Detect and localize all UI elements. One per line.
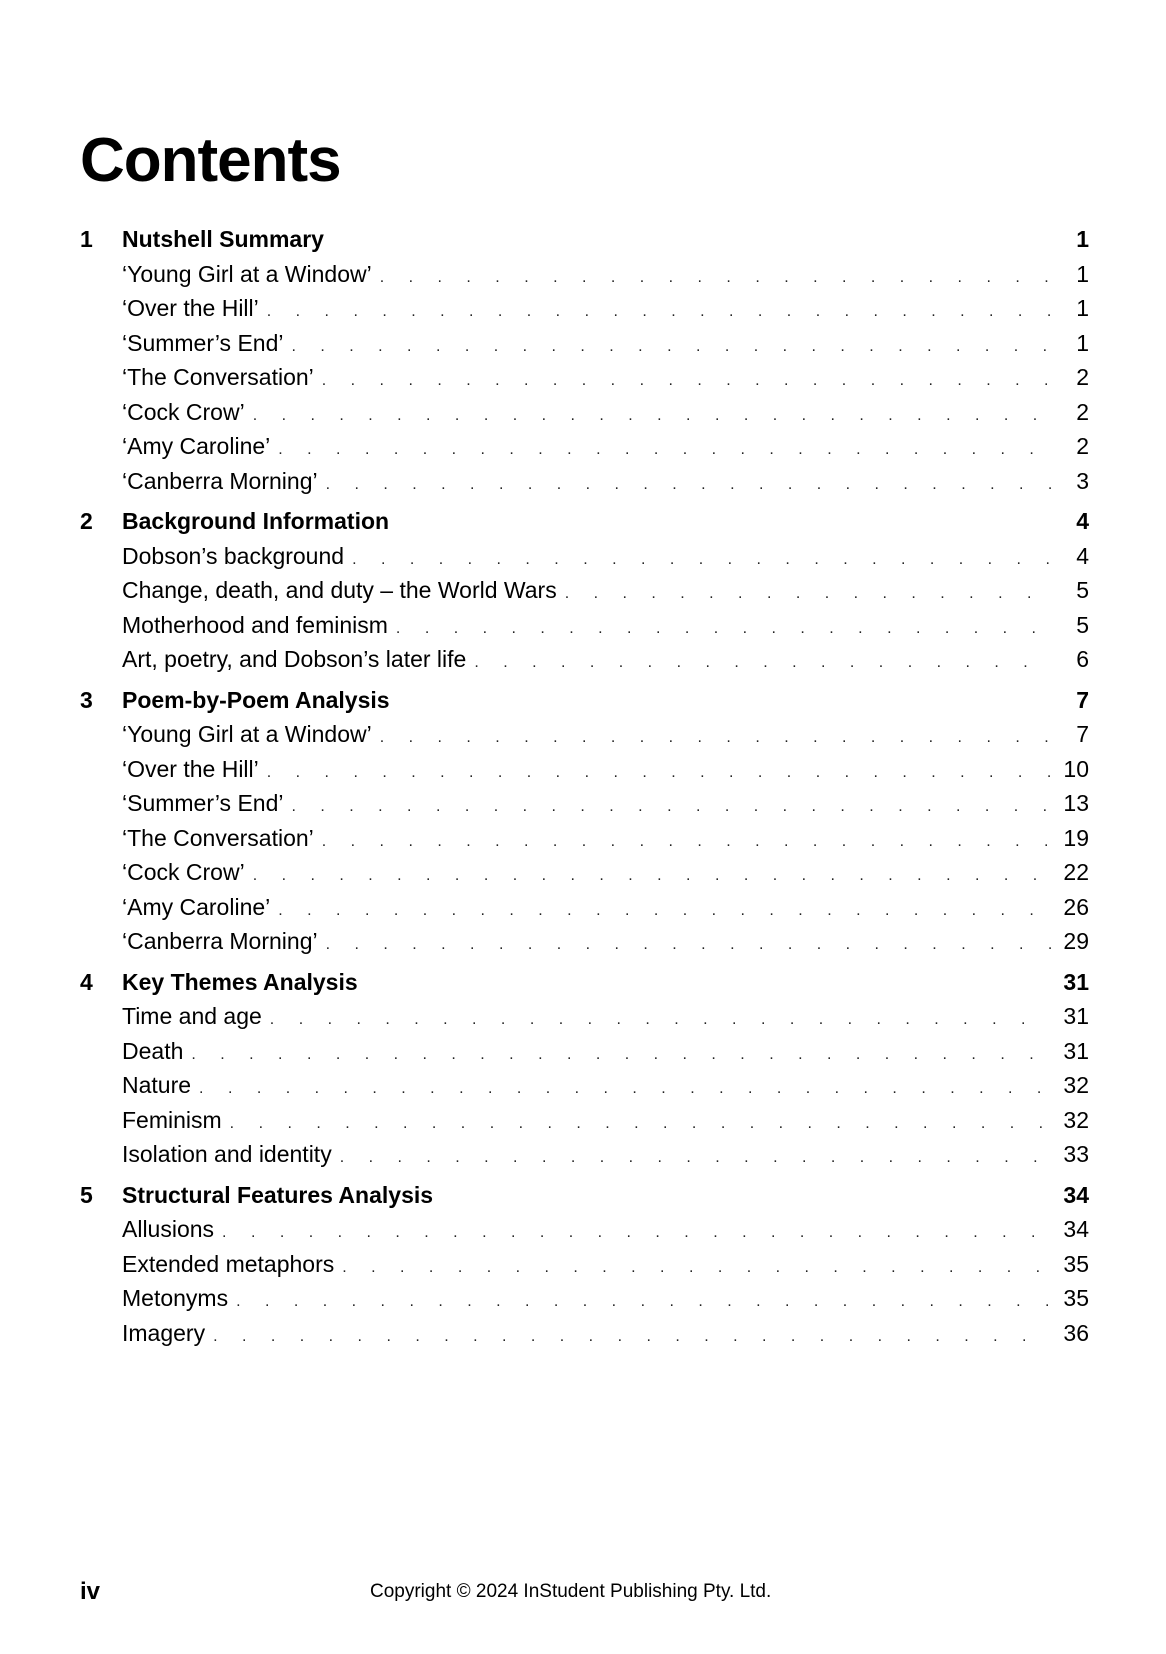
toc-entry[interactable] [80,756,1089,791]
toc-entry[interactable] [80,1107,1089,1142]
toc-entry[interactable] [80,364,1089,399]
toc-entry[interactable] [80,825,1089,860]
footer-page-number: iv [80,1578,101,1605]
dot-leader [253,407,1051,425]
toc-entry-label: Allusions [122,1216,215,1242]
page-footer [80,1578,1089,1608]
toc-entry-page-number: 22 [1063,859,1089,885]
chapter-page-number: 34 [1063,1181,1089,1208]
toc-entry-label: ‘The Conversation’ [122,364,314,390]
toc-entry-page-number: 2 [1076,364,1089,390]
chapter-title: Poem-by-Poem Analysis [122,686,390,713]
chapter-title: Nutshell Summary [122,226,324,252]
toc-entry-page-number: 2 [1076,433,1089,459]
dot-leader [213,1328,1051,1346]
toc-entry-page-number: 36 [1063,1319,1089,1346]
chapter-number: 5 [80,1181,93,1208]
dot-leader [191,1046,1051,1064]
toc-entry-label: ‘Canberra Morning’ [122,928,318,954]
toc-entry[interactable] [80,612,1089,647]
toc-entry-label: Motherhood and feminism [122,611,388,638]
toc-entry-label: ‘Over the Hill’ [122,295,259,321]
dot-leader [291,338,1051,356]
toc-entry-label: ‘Summer’s End’ [122,329,284,356]
chapter-number: 4 [80,968,93,995]
chapter-title: Background Information [122,508,390,534]
toc-chapter-heading[interactable] [80,969,1089,1004]
toc-entry-label: ‘Cock Crow’ [122,398,245,425]
dot-leader [565,585,1051,603]
toc-entry[interactable] [80,1141,1089,1176]
toc-entry[interactable] [80,928,1089,963]
toc-chapter-heading[interactable] [80,508,1089,543]
toc-entry-page-number: 3 [1076,467,1089,494]
toc-entry-label: ‘Canberra Morning’ [122,467,318,494]
toc-entry-label: ‘Young Girl at a Window’ [122,721,372,747]
dot-leader [267,764,1051,782]
toc-entry-page-number: 7 [1076,721,1089,747]
toc-entry-label: ‘Amy Caroline’ [122,433,271,459]
dot-leader [340,1149,1051,1167]
toc-entry-page-number: 5 [1076,577,1089,603]
toc-entry-page-number: 31 [1063,1037,1089,1064]
toc-chapter [80,969,1089,1176]
table-of-contents [80,226,1089,1360]
toc-entry-page-number: 34 [1063,1216,1089,1242]
dot-leader [396,620,1051,638]
chapter-title: Key Themes Analysis [122,968,358,995]
toc-entry[interactable] [80,1072,1089,1107]
toc-entry-label: Art, poetry, and Dobson’s later life [122,646,467,672]
toc-entry-label: Time and age [122,1003,262,1029]
chapter-number: 2 [80,508,93,534]
toc-entry-page-number: 32 [1063,1106,1089,1133]
toc-entry-page-number: 26 [1063,893,1089,920]
toc-chapter [80,1182,1089,1355]
toc-chapter [80,687,1089,963]
toc-entry-page-number: 10 [1063,755,1089,782]
dot-leader [267,303,1051,321]
toc-entry[interactable] [80,330,1089,365]
toc-entry[interactable] [80,543,1089,578]
toc-entry-label: Nature [122,1072,192,1098]
toc-entry[interactable] [80,790,1089,825]
toc-entry[interactable] [80,399,1089,434]
toc-entry-page-number: 32 [1063,1072,1089,1098]
toc-entry-label: ‘Amy Caroline’ [122,893,271,920]
toc-entry[interactable] [80,646,1089,681]
footer-copyright: Copyright © 2024 InStudent Publishing Pty. Ltd. [370,1581,772,1602]
toc-entry[interactable] [80,894,1089,929]
toc-chapter [80,508,1089,681]
dot-leader [326,476,1051,494]
toc-entry-label: ‘Over the Hill’ [122,755,259,782]
toc-entry-page-number: 13 [1063,790,1089,816]
chapter-page-number: 4 [1076,508,1089,534]
toc-entry-page-number: 4 [1076,542,1089,569]
toc-entry-page-number: 6 [1076,646,1089,672]
chapter-number: 3 [80,686,93,713]
dot-leader [322,833,1051,851]
dot-leader [326,936,1051,954]
toc-entry-page-number: 1 [1076,295,1089,321]
toc-entry-page-number: 1 [1076,329,1089,356]
dot-leader [278,441,1051,459]
dot-leader [352,551,1051,569]
dot-leader [380,729,1051,747]
toc-entry-label: Metonyms [122,1285,229,1311]
toc-entry-label: Extended metaphors [122,1250,335,1277]
toc-entry-page-number: 1 [1076,260,1089,287]
toc-entry-label: Feminism [122,1106,222,1133]
chapter-page-number: 7 [1076,686,1089,713]
toc-entry[interactable] [80,1038,1089,1073]
toc-entry[interactable] [80,261,1089,296]
dot-leader [270,1011,1051,1029]
toc-entry[interactable] [80,859,1089,894]
toc-entry-label: Imagery [122,1319,206,1346]
chapter-number: 1 [80,226,93,252]
toc-entry-page-number: 29 [1063,928,1089,954]
dot-leader [199,1080,1051,1098]
toc-chapter-heading[interactable] [80,226,1089,261]
toc-entry-page-number: 35 [1063,1285,1089,1311]
toc-entry-label: Dobson’s background [122,542,345,569]
toc-entry-page-number: 19 [1063,824,1089,851]
toc-entry[interactable] [80,1285,1089,1320]
toc-entry-label: Change, death, and duty – the World Wars [122,577,557,603]
toc-entry-label: Death [122,1037,184,1064]
dot-leader [342,1259,1051,1277]
chapter-page-number: 31 [1063,968,1089,995]
dot-leader [322,372,1051,390]
toc-entry[interactable] [80,721,1089,756]
dot-leader [380,269,1051,287]
toc-entry[interactable] [80,295,1089,330]
chapter-page-number: 1 [1076,226,1089,252]
dot-leader [236,1293,1051,1311]
toc-entry-label: ‘Cock Crow’ [122,859,245,885]
chapter-title: Structural Features Analysis [122,1181,434,1208]
toc-entry-page-number: 35 [1063,1250,1089,1277]
toc-chapter-heading[interactable] [80,1182,1089,1217]
dot-leader [230,1115,1051,1133]
toc-entry[interactable] [80,1320,1089,1355]
toc-entry[interactable] [80,577,1089,612]
toc-entry-page-number: 31 [1063,1003,1089,1029]
toc-entry-label: Isolation and identity [122,1141,332,1167]
dot-leader [253,867,1051,885]
toc-entry-page-number: 33 [1063,1141,1089,1167]
toc-entry-label: ‘Young Girl at a Window’ [122,260,372,287]
toc-entry[interactable] [80,433,1089,468]
toc-entry-label: ‘The Conversation’ [122,824,314,851]
dot-leader [291,798,1051,816]
toc-chapter-heading[interactable] [80,687,1089,722]
dot-leader [474,654,1051,672]
dot-leader [222,1224,1051,1242]
toc-entry-page-number: 5 [1076,611,1089,638]
toc-entry[interactable] [80,1251,1089,1286]
toc-chapter [80,226,1089,502]
toc-entry-page-number: 2 [1076,398,1089,425]
page-title: Contents [80,126,341,195]
toc-entry[interactable] [80,468,1089,503]
toc-entry-label: ‘Summer’s End’ [122,790,284,816]
dot-leader [278,902,1051,920]
toc-entry[interactable] [80,1003,1089,1038]
toc-entry[interactable] [80,1216,1089,1251]
